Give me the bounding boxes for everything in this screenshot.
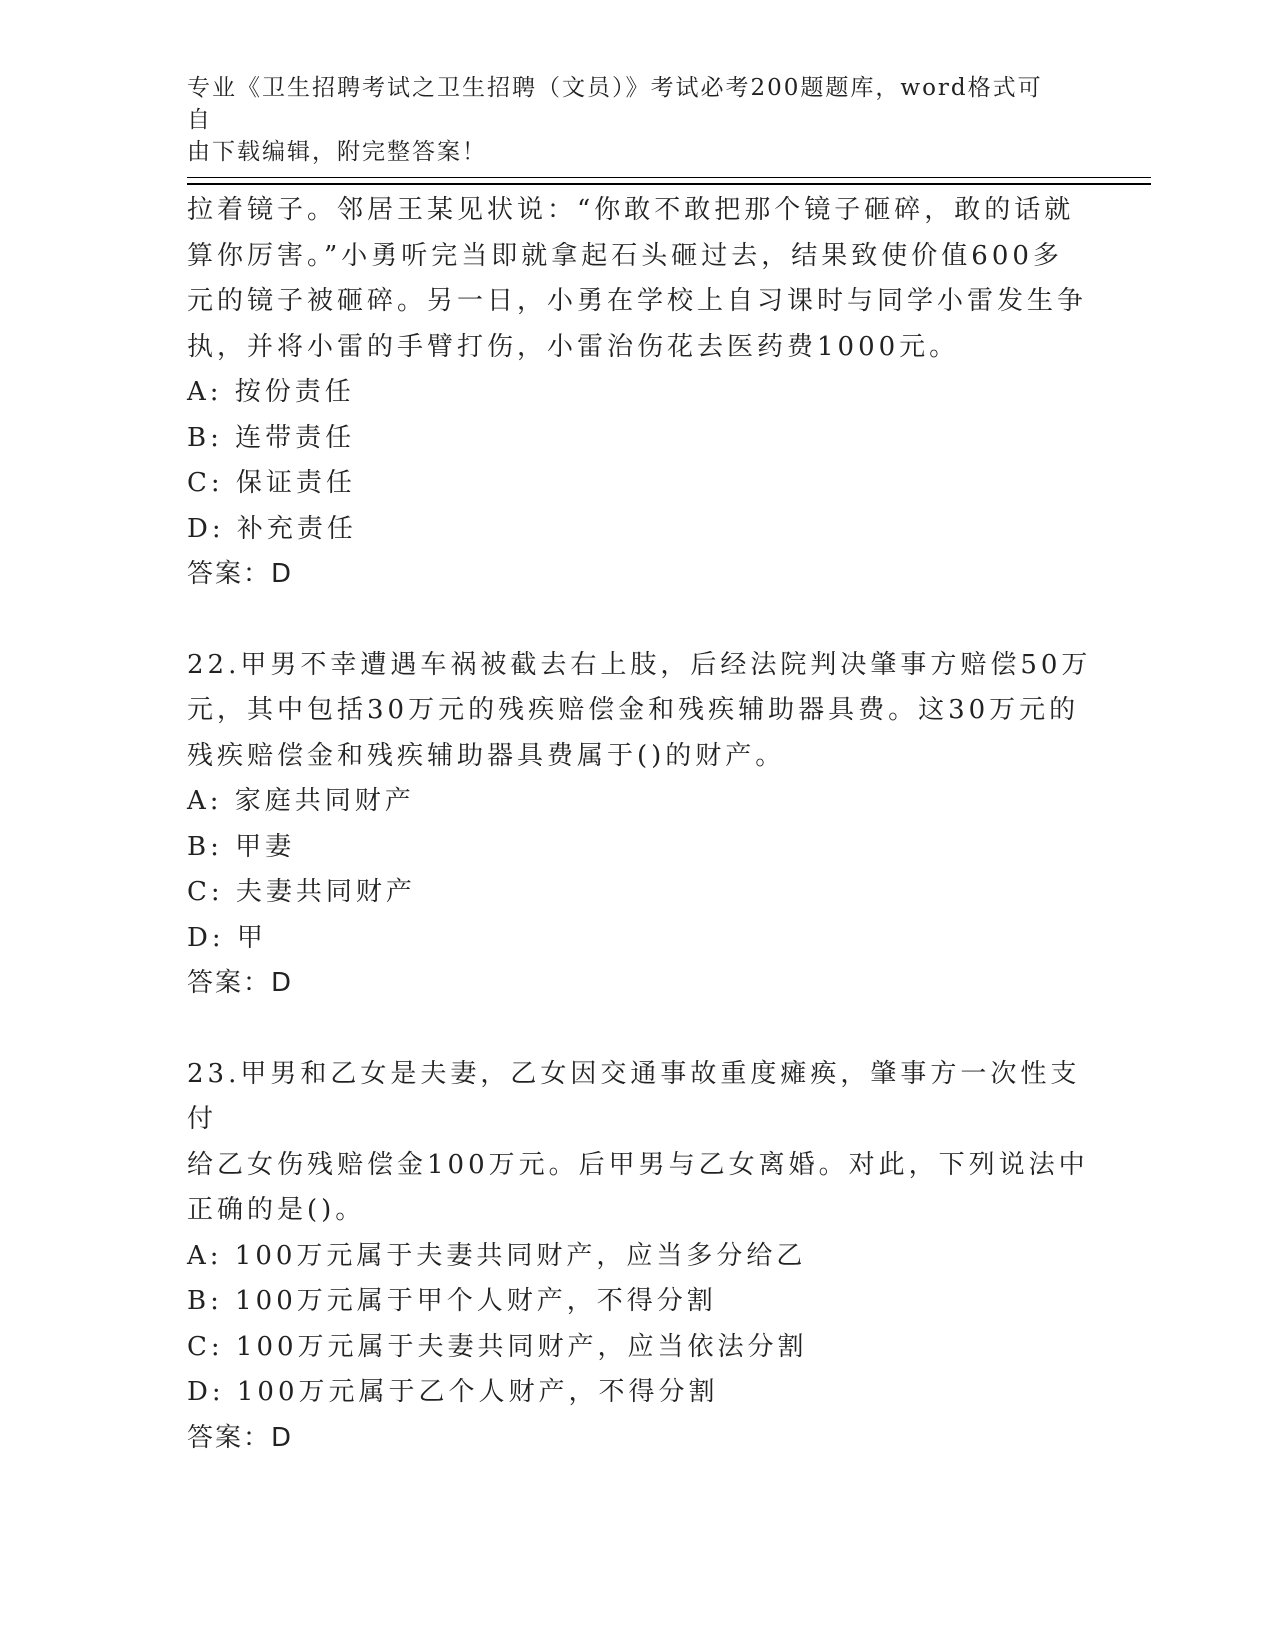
question-text-line: 元的镜子被砸碎。另一日，小勇在学校上自习课时与同学小雷发生争 [187,286,1088,316]
header-line-2: 由下载编辑，附完整答案！ [187,139,487,165]
question-text-line: 23.甲男和乙女是夫妻，乙女因交通事故重度瘫痪，肇事方一次性支付 [187,1058,1081,1134]
question-21-continued [187,188,1097,598]
question-text-line: 拉着镜子。邻居王某见状说：“你敢不敢把那个镜子砸碎，敢的话就 [187,195,1075,225]
option-c: C: 夫妻共同财产 [187,877,416,907]
option-c: C: 保证责任 [187,468,356,498]
option-b: B: 连带责任 [187,422,356,453]
spacer [187,598,1097,643]
header-line-1: 专业《卫生招聘考试之卫生招聘（文员）》考试必考200题题库，word格式可自 [187,75,1043,133]
question-23 [187,1052,1097,1462]
answer-line: 答案：D [187,1422,294,1453]
question-22 [187,643,1097,1007]
question-text-line: 执，并将小雷的手臂打伤，小雷治伤花去医药费1000元。 [187,331,960,362]
document-header [187,72,1067,168]
question-text-line: 给乙女伤残赔偿金100万元。后甲男与乙女离婚。对此，下列说法中 [187,1149,1089,1180]
option-d: D: 甲 [187,922,267,953]
question-text-line: 22.甲男不幸遭遇车祸被截去右上肢，后经法院判决肇事方赔偿50万 [187,649,1092,680]
answer-line: 答案：D [187,968,294,998]
answer-line: 答案：D [187,559,294,589]
header-rule-thick [187,183,1151,185]
option-a: A: 100万元属于夫妻共同财产，应当多分给乙 [187,1240,807,1271]
question-text-line: 元，其中包括30万元的残疾赔偿金和残疾辅助器具费。这30万元的 [187,695,1080,725]
option-b: B: 甲妻 [187,831,296,862]
option-b: B: 100万元属于甲个人财产，不得分割 [187,1286,717,1316]
option-a: A: 按份责任 [187,377,355,407]
question-text-line: 算你厉害。”小勇听完当即就拿起石头砸过去，结果致使价值600多 [187,240,1063,271]
option-a: A: 家庭共同财产 [187,786,415,816]
option-d: D: 100万元属于乙个人财产，不得分割 [187,1377,719,1407]
question-text-line: 正确的是()。 [187,1195,366,1225]
question-text-line: 残疾赔偿金和残疾辅助器具费属于()的财产。 [187,740,786,771]
header-rule-thin [187,177,1151,178]
option-c: C: 100万元属于夫妻共同财产，应当依法分割 [187,1331,808,1362]
spacer [187,1007,1097,1052]
option-d: D: 补充责任 [187,513,357,544]
document-body [187,188,1097,1461]
